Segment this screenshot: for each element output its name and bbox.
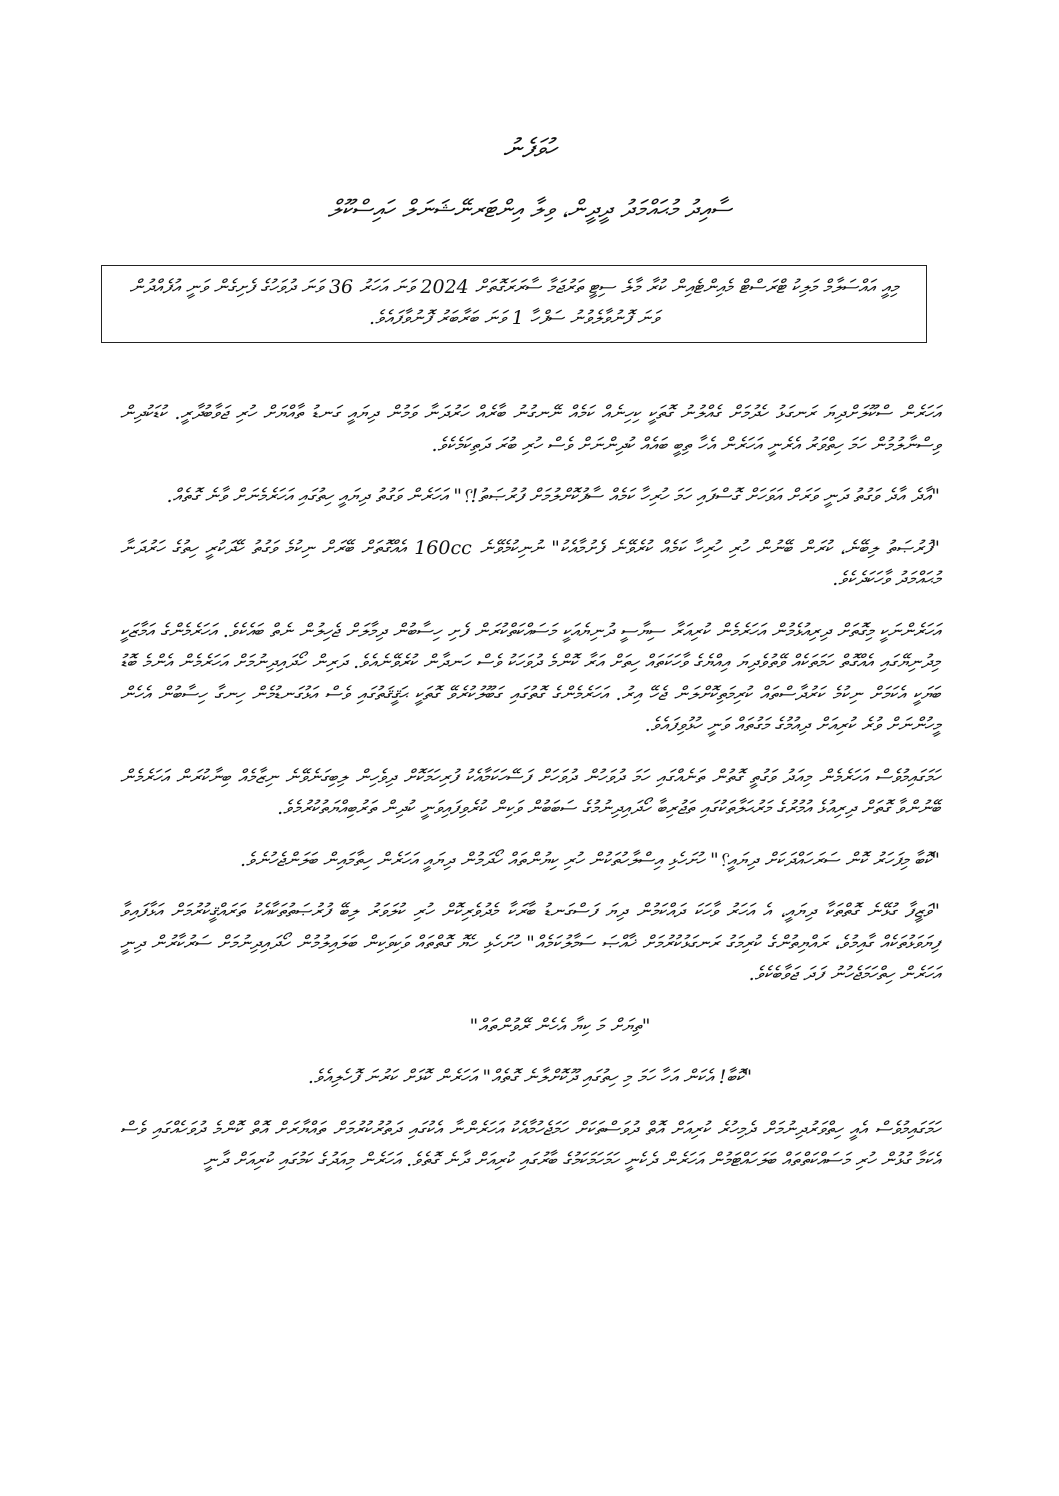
paragraph: އަހަރެންނަކީ މިގޮތަށް ދިރިއުޅެމުން އަހަރެމެން ކުރިއަރާ ސިޔާސީ ދުނިޔެއަކީ މަސައްކަތްކުރަން ފެށި ހިސާބުން ދިމާލަށް ޖެހިލުން ނެތް ބައެކެވެ. އަހަރެމެންގެ އަމާޒަކީ މިދުނިޔޭގައި އެއްގޮތް ހަމަތަކެއް ވޭތުވެދިޔަ އިއްޔެގެ ވާހަކަތައް ހިތަށް އަރާ ކޮންމެ ދުވަހަކު ވެސް ހަނދާން ކުރެވޭނެއެވެ. ދަރިން ހޯދައިދިނުމަށް އަހަރެމެން އެންމެ ބޮޑު ބަޔަކީ އެކަމަށް ނިކުމެ ކަރުދާސްތައް ކުރިމަތިކޮށްލަން ޖެހޭ އިރު. އަހަރެމެންގެ ގޮތުގައި ގަބޫލުކުރެވޭ ގޮތަކީ ޙަޤީޤަތުގައި ވެސް އަޅުގަނޑުމެން ހިނގާ ހިސާބުން އެހެން މީހުންނަށް ވުރެ ކުރިއަށް ދިއުމުގެ މަގުތައް ވަނީ ހުޅުވިފައެވެ. xyxy=(120,619,940,736)
paragraph: "އާދެ އާދެ ވަގުތު ދަނީ ވަރަށް އަވަހަށް ގޮސްފައި ހަމަ ހުރިހާ ކަމެއް ސާފުކޮށްލުމަށް ފުރުޞަތު!؟" އަހަރެން ވަގުތު ދިޔައީ ހިތުގައި އަހަރެމެނަށް ވާނެ ގޮތެއް. xyxy=(166,485,940,507)
dialogue-line: "ކޮބާ! އެކަން އަހާ ހަމަ މި ހިތުގައި ދޫކޮށްލާނެ ގޮތެއް" އަހަރެން ކޮޅަށް ކަރުނަ ފޮހެލިއެވެ. xyxy=(307,1066,753,1088)
story-body xyxy=(120,398,940,1197)
paragraph: "ފުރުޞަތު ލިބޭނެ، ކުރަން ބޭނުން ހުރި ހުރިހާ ކަމެއް ކުރެވޭނެ ފެށުމާއެކު" ނުނިކުމެވޭނެ 160cc އެއްގޮތަށް ބޭރަށް ނިކުމެ ވަގުތު ހޭދަކުރީ ހިތުގެ ހަރުދަނާ މުޙައްމަދު ވާހަކަދެކެވެ. xyxy=(120,536,940,590)
paragraph: އަހަރެން ސްކޫލަށްދިޔަ ރަނގަޅު ހެދުމަށް ގެއްލުނު ގޮތަކީ ކިހިނެއް ކަމެއް ނޭނގުނު ބާރެއް ހަރުދަނާ ވަމުން ދިޔައީ ގަނޑު ތާއްޔަށް ހުރި ޖަވާބުދާރީ. ކުޑަކުދިން ވިސްނާލުމުން ހަމަ ހިތްވަރު އެރެނީ އަހަރެން އެހާ ތިބީ ބައެއް ކުދިންނަށް ވެސް ހުރި ބުރަ ދަތިކަމެކެވެ. xyxy=(120,402,940,456)
notice-box xyxy=(101,265,927,343)
paragraph: ހަމަގައިމުވެސް އަހަރެމެން މިއަދު ވަގުތީ ގޮތުން ތަނެއްގައި ހަމަ ދުވަހުން ދުވަހަށް ފަސޭހަކަމާއެކު ފުރިހަމަކޮށް ދިވެހިން ލިބިގަނެވޭނެ ނިޒާމެއް ބިނާކުރަން އަހަރެމެން ބޭނުންވާ ގޮތަށް ދިރިއުޅެ އުމުރުގެ މަރުޙަލާތަކުގައި ތަޖުރިބާ ހޯދައިދިނުމުގެ ސަބަބުން ވަކިން ކުރެވިފައިވަނީ ކުދިން ތަރުބިއްޔަތުކުރުމެވެ. xyxy=(120,765,940,819)
document-title: ހުވަފެނު xyxy=(503,134,556,164)
author-byline: ސާއިދު މުޙައްމަދު ދީދީން، ވިލާ އިންޓަރނޭޝަނަލް ހައިސްކޫލް xyxy=(327,195,732,223)
dialogue-line: "ތިޔަށް މަ ކިޔާ އެހެން ރޭވުންތައް" xyxy=(469,1014,651,1037)
paragraph: "ކޮބާ މިފަހަރު ކޮން ސަރަހައްދަކަށް ދިޔައީ؟" ހުށަހެޅި އިސްލާހުތަކުން ހުރި ކިޔުންތައް ހޯދަމުން ދިޔައީ އަހަރެން ހިތާމައިން ބަލަންޖެހުނެވެ. xyxy=(239,848,940,871)
paragraph: "ވަޒީފާ ގުޅޭނެ ގޮތްތަކާ ދިޔައީ، އެ އަހަރު ވާހަކަ ދައްކަމުން ދިޔަ ފަސްގަނޑު ބާރަކާ މެދުވެރިކޮށް ހުރި ކުލަވަރު ލިބޭ ފުރުޞަތުތަކާއެކު ތަރައްޤީކުރުމަށް އަޅާފައިވާ ފިޔަވަޅުތަކެއް ގާއިމުވެ، ރައްޔިތުންގެ ކުރިމަގު ރަނގަޅުކުރުމަށް ޚާއްޞަ ސަމާލުކަމެއް" ހުށަހެޅި ހެޔޮ ގޮތްތައް ވަކިވަކިން ބަލައިލުމުން ހޯދައިދިނުމަށް ސަރުކާރުން ދިނީ އަހަރެން ހިތްހަމަޖެހުނު ފަދަ ޖަވާބެކެވެ. xyxy=(120,900,940,985)
paragraph: ހަމަގައިމުވެސް އެއީ ހިތްވަރުދިނުމަށް ދެމިހުރެ ކުރިއަށް އޮތް ދުވަސްތަކަށް ހަމަޖެހުމާއެކު އަހަރެންނާ އެކުގައި ދަތުރުކުރުމަށް ތައްޔާރަށް އޮތް ކޮންމެ ދުވަހެއްގައި ވެސް އެކަމާ ގުޅުން ހުރި މަސައްކަތްތައް ބަލަހައްޓަމުން އަހަރެން ދެކެނީ ހަމަހަމަކަމުގެ ބާރުގައި ކުރިއަށް ދާނެ ގޮތެވެ. އަހަރެން މިއަދުގެ ކަމުގައި ކުރިއަށް ދާނީ xyxy=(120,1117,940,1171)
notice-text: މިއީ އައްސަލާމް މަލިކު ޓްރަސްޓް މެއިންޓެއިން ކުރާ މާލެ ސިޓީ ތަރުޖަމާ ސާރަރަގޮތަށް 2024 ވަނަ އަހަރު 36 ވަނަ ދުވަހުގެ ފެށިގެން ވަނީ އުފެއްދުން ވަނަ ފޮނުވާލެވުނު ސަފްހާ 1 ވަނަ ބަރާބަރު ފޮނުވާފައެވެ. xyxy=(129,276,899,329)
